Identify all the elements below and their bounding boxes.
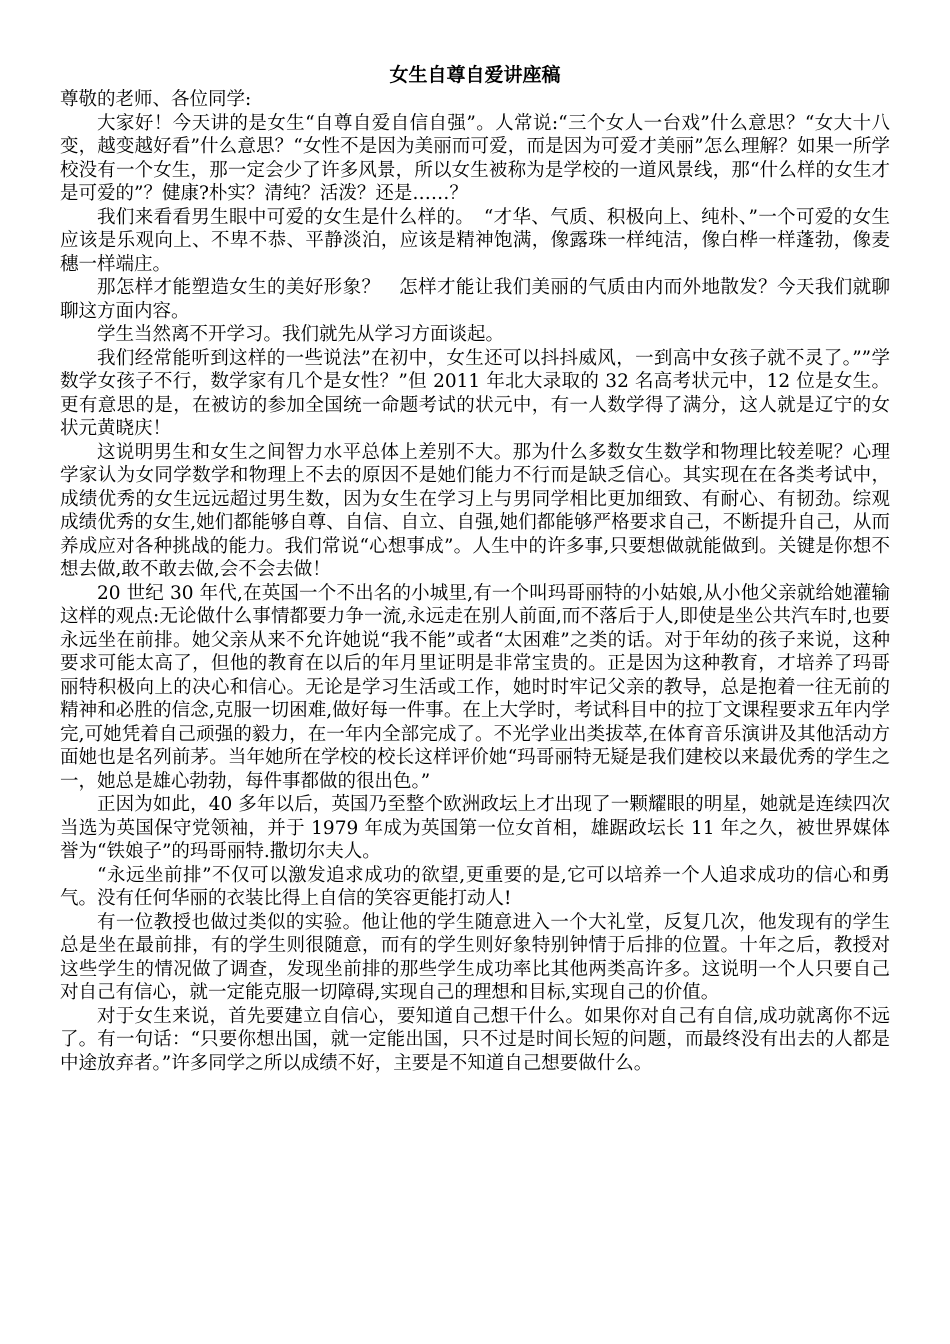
paragraph-9: “永远坐前排”不仅可以激发追求成功的欲望,更重要的是,它可以培养一个人追求成功的信心和勇气。没有任何华丽的衣装比得上自信的笑容更能打动人! bbox=[60, 864, 890, 909]
paragraph-8: 正因为如此，40 多年以后，英国乃至整个欧洲政坛上才出现了一颗耀眼的明星，她就是连续四次当选为英国保守党领袖，并于 1979 年成为英国第一位女首相，雄踞政坛长 11 年之久，被世界媒体誉为“铁娘子”的玛哥丽特.撒切尔夫人。 bbox=[60, 794, 890, 862]
paragraph-5: 我们经常能听到这样的一些说法”在初中，女生还可以抖抖威风，一到高中女孩子就不灵了。””学数学女孩子不行，数学家有几个是女性？”但 2011 年北大录取的 32 名高考状元中，12 位是女生。更有意思的是，在被访的参加全国统一命题考试的状元中，有一人数学得了满分，这人就是辽宁的女状元黄晓庆！ bbox=[60, 347, 890, 439]
paragraph-6: 这说明男生和女生之间智力水平总体上差别不大。那为什么多数女生数学和物理比较差呢？心理学家认为女同学数学和物理上不去的原因不是她们能力不行而是缺乏信心。其实现在在各类考试中，成绩优秀的女生远远超过男生数，因为女生在学习上与男同学相比更加细致、有耐心、有韧劲。综观成绩优秀的女生,她们都能够自尊、自信、自立、自强,她们都能够严格要求自己，不断提升自己，从而养成应对各种挑战的能力。我们常说“心想事成”。人生中的许多事,只要想做就能做到。关键是你想不想去做,敢不敢去做,会不会去做！ bbox=[60, 441, 890, 580]
paragraph-1: 大家好！今天讲的是女生“自尊自爱自信自强”。人常说:“三个女人一台戏”什么意思？“女大十八变，越变越好看”什么意思？“女性不是因为美丽而可爱，而是因为可爱才美丽”怎么理解？如果一所学校没有一个女生，那一定会少了许多风景，所以女生被称为是学校的一道风景线，那“什么样的女生才是可爱的”？健康?朴实？清纯？活泼？还是……？ bbox=[60, 112, 890, 204]
paragraph-11: 对于女生来说，首先要建立自信心，要知道自己想干什么。如果你对自己有自信,成功就离你不远了。有一句话：“只要你想出国，就一定能出国，只不过是时间长短的问题，而最终没有出去的人都是中途放弃者。”许多同学之所以成绩不好，主要是不知道自己想要做什么。 bbox=[60, 1005, 890, 1074]
document-title: 女生自尊自爱讲座稿 bbox=[389, 64, 561, 86]
paragraph-7: 20 世纪 30 年代,在英国一个不出名的小城里,有一个叫玛哥丽特的小姑娘,从小他父亲就给她灌输这样的观点:无论做什么事情都要力争一流,永远走在别人前面,而不落后于人,即使是坐公共汽车时,也要永远坐在前排。她父亲从来不允许她说“我不能”或者“太困难”之类的话。对于年幼的孩子来说，这种要求可能太高了，但他的教育在以后的年月里证明是非常宝贵的。正是因为这种教育，才培养了玛哥丽特积极向上的决心和信心。无论是学习生活或工作，她时时牢记父亲的教导，总是抱着一往无前的精神和必胜的信念,克服一切困难,做好每一件事。在上大学时，考试科目中的拉丁文课程要求五年内学完,可她凭着自己顽强的毅力，在一年内全部完成了。不光学业出类拔萃,在体育音乐演讲及其他活动方面她也是名列前茅。当年她所在学校的校长这样评价她“玛哥丽特无疑是我们建校以来最优秀的学生之一，她总是雄心勃勃，每件事都做的很出色。” bbox=[60, 582, 890, 792]
paragraph-3: 那怎样才能塑造女生的美好形象？ 怎样才能让我们美丽的气质由内而外地散发？今天我们就聊聊这方面内容。 bbox=[60, 277, 890, 322]
paragraph-4: 学生当然离不开学习。我们就先从学习方面谈起。 bbox=[97, 324, 505, 345]
document-page bbox=[60, 62, 890, 1075]
paragraph-10: 有一位教授也做过类似的实验。他让他的学生随意进入一个大礼堂，反复几次，他发现有的学生总是坐在最前排，有的学生则很随意，而有的学生则好象特别钟情于后排的位置。十年之后，教授对这些学生的情况做了调查，发现坐前排的那些学生成功率比其他两类高许多。这说明一个人只要自己对自己有信心，就一定能克服一切障碍,实现自己的理想和目标,实现自己的价值。 bbox=[60, 911, 890, 1003]
paragraph-2: 我们来看看男生眼中可爱的女生是什么样的。 “才华、气质、积极向上、纯朴、”一个可爱的女生应该是乐观向上、不卑不恭、平静淡泊，应该是精神饱满，像露珠一样纯洁，像白桦一样蓬勃，像麦穗一样端庄。 bbox=[60, 206, 890, 275]
salutation: 尊敬的老师、各位同学: bbox=[60, 89, 252, 110]
